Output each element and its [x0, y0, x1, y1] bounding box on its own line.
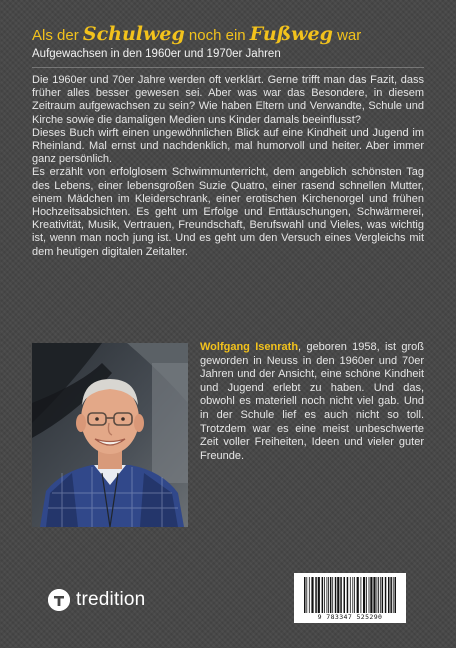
isbn-digits: 9 783347 525290: [317, 613, 383, 621]
barcode-bar: [330, 577, 332, 613]
book-blurb: [32, 74, 424, 259]
title-part-2: noch ein: [184, 27, 250, 44]
barcode-bar: [393, 577, 394, 613]
publisher-logo: [48, 588, 145, 612]
barcode-bar: [335, 577, 337, 613]
barcode-bar: [347, 577, 349, 613]
book-title: [32, 24, 436, 46]
barcode-bar: [395, 577, 397, 613]
barcode-bar: [388, 577, 390, 613]
barcode-bar: [377, 577, 378, 613]
barcode-bar: [304, 577, 306, 613]
author-photo: [32, 343, 188, 527]
title-part-3: war: [332, 27, 362, 44]
barcode-bar: [311, 577, 313, 613]
barcode-bar: [390, 577, 392, 613]
barcode-bar: [382, 577, 384, 613]
blurb-paragraph-3: Es erzählt von erfolglosem Schwimmunterricht, dem angeblich schönsten Tag des Lebens, einer lebensgroßen Suzie Quatro, einer rasend schnellen Mutter, einem Mädchen im Kleiderschrank, einer erotischen Kirchenorgel und frühen Hochzeitsabsichten. Es geht um Erfolge und Enttäuschungen, Schwärmerei, Kreativität, Musik, Vertrauen, Freundschaft, Berufswahl und Vieles, was wichtig ist, wenn man noch jung ist. Und es geht um den Versuch eines Vergleichs mit dem heutigen digitalen Zeitalter.: [32, 166, 424, 258]
barcode-bar: [309, 577, 310, 613]
tredition-logo-icon: [48, 589, 70, 611]
barcode-bar: [357, 577, 359, 613]
barcode-bar: [380, 577, 381, 613]
barcode-bar: [337, 577, 339, 613]
barcode-bar: [385, 577, 387, 613]
barcode-bar: [318, 577, 320, 613]
barcode-bar: [369, 577, 370, 613]
barcode-bar: [306, 577, 307, 613]
author-bio: [200, 341, 424, 463]
book-subtitle: Aufgewachsen in den 1960er und 1970er Jahren: [32, 48, 281, 60]
barcode-bar: [315, 577, 317, 613]
barcode-bar: [366, 577, 367, 613]
barcode-bar: [324, 577, 325, 613]
barcode-bar: [373, 577, 375, 613]
author-name: Wolfgang Isenrath: [200, 341, 299, 353]
barcode-bar: [361, 577, 362, 613]
barcode-bar: [354, 577, 355, 613]
barcode-bar: [370, 577, 372, 613]
barcode-bar: [363, 577, 365, 613]
barcode-bar: [344, 577, 346, 613]
title-word-schulweg: Schulweg: [82, 23, 185, 45]
barcode-bar: [322, 577, 324, 613]
publisher-name: tredition: [76, 589, 146, 610]
barcode-bar: [340, 577, 342, 613]
blurb-paragraph-2: Dieses Buch wirft einen ungewöhnlichen Blick auf eine Kindheit und Jugend im Rheinland. Mal ernst und nachdenklich, mal humorvoll und heiter. Aber immer ganz persönlich.: [32, 126, 424, 166]
author-bio-text: , geboren 1958, ist groß geworden in Neuss in den 1960er und 70er Jahren und der Ansicht, eine schöne Kindheit und Jugend erlebt zu haben. Und das, obwohl es materiell noch nicht viel gab. Und in der Schule lief es auch nicht so toll. Trotzdem war es eine meist unbeschwerte Zeit voller Freiheiten, Ideen und vieler guter Freunde.: [200, 341, 425, 462]
barcode-bar: [332, 577, 333, 613]
title-divider: [32, 67, 424, 68]
title-part-1: Als der: [32, 27, 83, 44]
barcode-bar: [327, 577, 328, 613]
barcode-bar: [352, 577, 353, 613]
title-word-fussweg: Fußweg: [249, 23, 333, 45]
barcode-bar: [350, 577, 351, 613]
isbn-barcode: [294, 573, 406, 623]
barcode-bar: [328, 577, 329, 613]
barcode-bar: [378, 577, 379, 613]
blurb-paragraph-1: Die 1960er und 70er Jahre werden oft verklärt. Gerne trifft man das Fazit, dass früher alles besser gewesen sei. Aber was war das Besondere, in diesem Zeitraum aufgewachsen zu sein? Wie haben Eltern und Verwandte, Schule und Kirche sowie die damaligen Medien uns Kinder damals beeinflusst?: [32, 74, 424, 126]
